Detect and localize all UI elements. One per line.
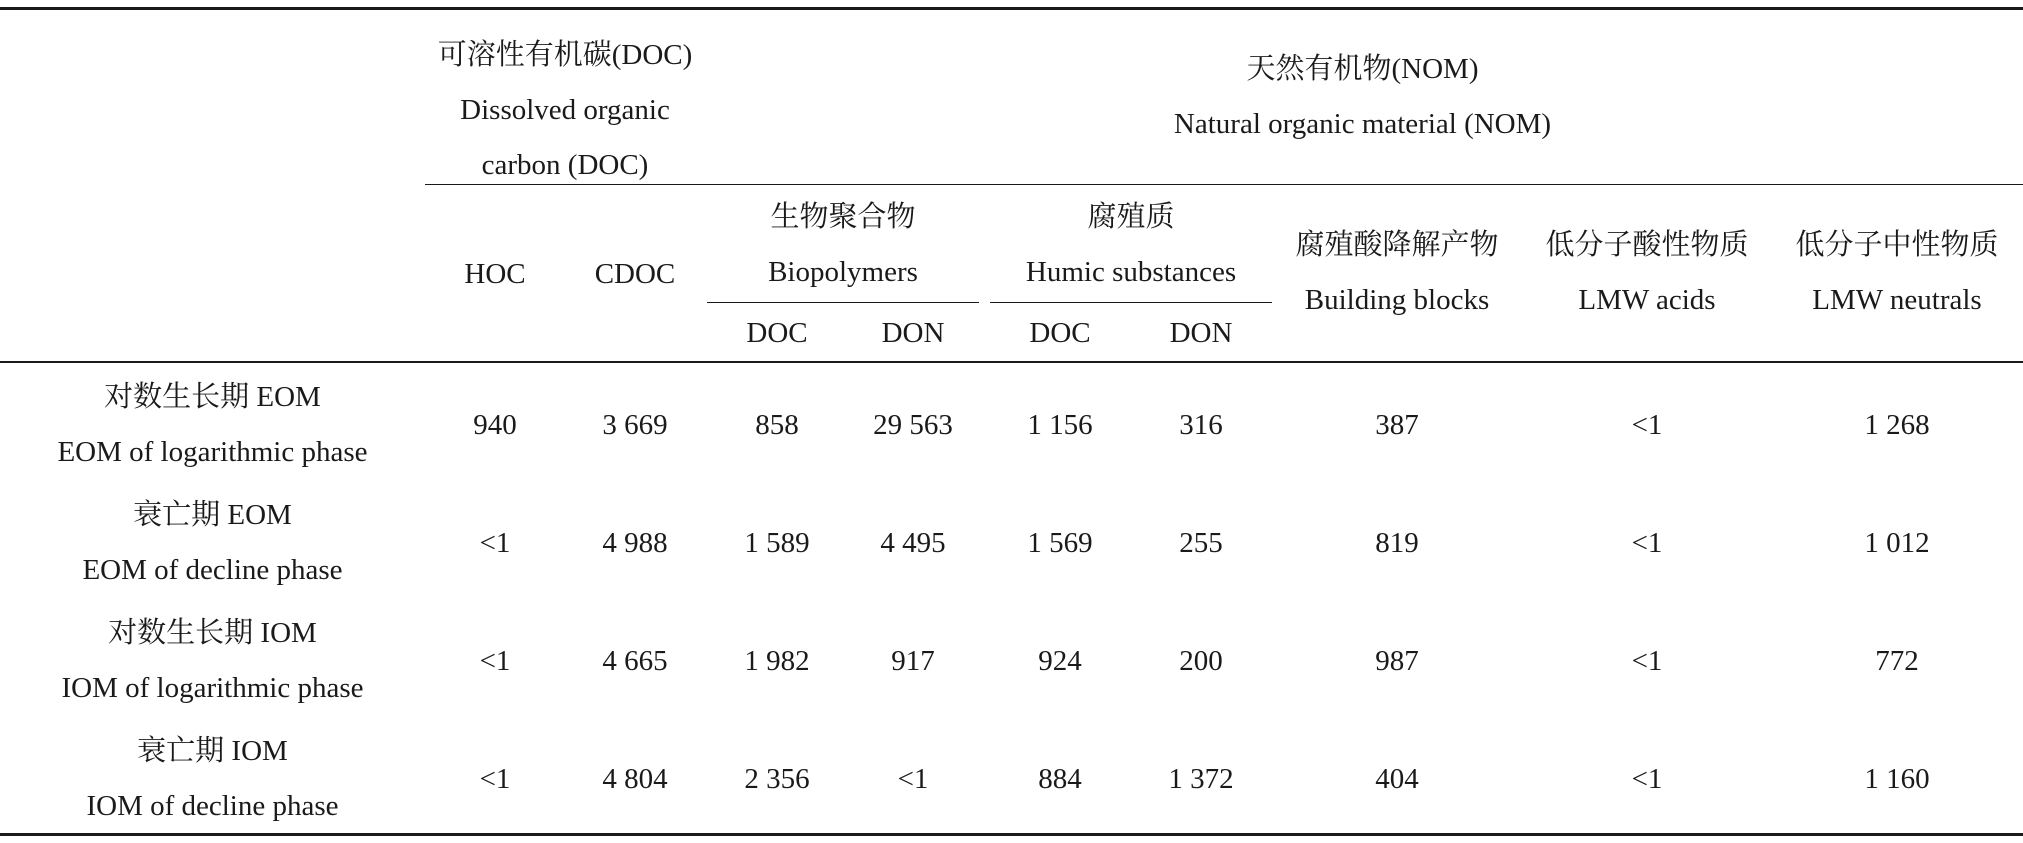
cell-hoc: <1 bbox=[479, 762, 511, 795]
cell-lmw-neutrals: 772 bbox=[1875, 644, 1919, 677]
col-header-hoc: HOC bbox=[464, 257, 526, 290]
cell-cdoc: 4 988 bbox=[602, 526, 668, 559]
row-label-en: EOM of decline phase bbox=[82, 554, 343, 586]
building-blocks-zh: 腐殖酸降解产物 bbox=[1295, 229, 1499, 261]
biopolymers-en: Biopolymers bbox=[768, 256, 918, 288]
biopolymers-zh: 生物聚合物 bbox=[770, 201, 916, 233]
cell-lmw-acids: <1 bbox=[1631, 408, 1663, 441]
col-header-humic bbox=[990, 190, 1272, 300]
cell-lmw-acids: <1 bbox=[1631, 762, 1663, 795]
cell-humic-don: 316 bbox=[1179, 408, 1223, 441]
cell-lmw-neutrals: 1 268 bbox=[1864, 408, 1930, 441]
cell-building-blocks: 387 bbox=[1375, 408, 1419, 441]
cell-hoc: 940 bbox=[473, 408, 517, 441]
cell-humic-don: 1 372 bbox=[1168, 762, 1234, 795]
col-header-biopolymers bbox=[707, 190, 979, 300]
lmw-acids-en: LMW acids bbox=[1578, 284, 1716, 316]
col-header-lmw-neutrals bbox=[1772, 218, 2022, 328]
doc-group-line-2: Dissolved organic bbox=[460, 94, 670, 126]
top-rule bbox=[0, 7, 2023, 10]
col-header-humic-don: DON bbox=[1169, 316, 1233, 349]
row-label bbox=[0, 370, 425, 480]
nom-group-header bbox=[990, 42, 1735, 152]
row-label bbox=[0, 724, 425, 834]
cell-building-blocks: 404 bbox=[1375, 762, 1419, 795]
cell-humic-doc: 924 bbox=[1038, 644, 1082, 677]
humic-en: Humic substances bbox=[1025, 256, 1237, 288]
humic-zh: 腐殖质 bbox=[1087, 201, 1175, 233]
cell-humic-don: 255 bbox=[1179, 526, 1223, 559]
cell-lmw-neutrals: 1 160 bbox=[1864, 762, 1930, 795]
building-blocks-en: Building blocks bbox=[1304, 284, 1490, 316]
cell-cdoc: 3 669 bbox=[602, 408, 668, 441]
cell-biopolymers-doc: 1 589 bbox=[744, 526, 810, 559]
cell-biopolymers-doc: 2 356 bbox=[744, 762, 810, 795]
cell-biopolymers-don: 4 495 bbox=[880, 526, 946, 559]
row-label-en: IOM of decline phase bbox=[86, 790, 339, 822]
cell-hoc: <1 bbox=[479, 644, 511, 677]
cell-building-blocks: 987 bbox=[1375, 644, 1419, 677]
cell-humic-doc: 1 156 bbox=[1027, 408, 1093, 441]
row-label-en: EOM of logarithmic phase bbox=[57, 436, 368, 468]
humic-underline bbox=[990, 302, 1272, 303]
row-label bbox=[0, 606, 425, 716]
cell-lmw-acids: <1 bbox=[1631, 526, 1663, 559]
cell-humic-doc: 1 569 bbox=[1027, 526, 1093, 559]
cell-cdoc: 4 665 bbox=[602, 644, 668, 677]
nom-group-line-2: Natural organic material (NOM) bbox=[1173, 108, 1552, 140]
col-header-humic-doc: DOC bbox=[1029, 316, 1091, 349]
cell-biopolymers-don: 29 563 bbox=[873, 408, 953, 441]
lmw-neutrals-en: LMW neutrals bbox=[1812, 284, 1982, 316]
header-bottom-rule bbox=[0, 361, 2023, 363]
col-header-cdoc: CDOC bbox=[594, 257, 676, 290]
col-header-biopolymers-don: DON bbox=[881, 316, 945, 349]
lmw-neutrals-zh: 低分子中性物质 bbox=[1795, 229, 1999, 261]
cell-humic-don: 200 bbox=[1179, 644, 1223, 677]
doc-group-line-3: carbon (DOC) bbox=[481, 149, 649, 181]
cell-cdoc: 4 804 bbox=[602, 762, 668, 795]
lmw-acids-zh: 低分子酸性物质 bbox=[1545, 229, 1749, 261]
doc-group-header bbox=[420, 28, 710, 193]
biopolymers-underline bbox=[707, 302, 979, 303]
nom-group-line-1: 天然有机物(NOM) bbox=[1246, 53, 1479, 85]
cell-lmw-neutrals: 1 012 bbox=[1864, 526, 1930, 559]
col-header-building-blocks bbox=[1272, 218, 1522, 328]
cell-lmw-acids: <1 bbox=[1631, 644, 1663, 677]
cell-biopolymers-doc: 1 982 bbox=[744, 644, 810, 677]
cell-humic-doc: 884 bbox=[1038, 762, 1082, 795]
col-header-lmw-acids bbox=[1522, 218, 1772, 328]
row-label-zh: 对数生长期 EOM bbox=[104, 381, 321, 413]
cell-biopolymers-doc: 858 bbox=[755, 408, 799, 441]
cell-biopolymers-don: 917 bbox=[891, 644, 935, 677]
row-label bbox=[0, 488, 425, 598]
cell-hoc: <1 bbox=[479, 526, 511, 559]
row-label-zh: 衰亡期 IOM bbox=[137, 735, 288, 767]
cell-biopolymers-don: <1 bbox=[897, 762, 929, 795]
row-label-zh: 衰亡期 EOM bbox=[133, 499, 292, 531]
doc-group-line-1: 可溶性有机碳(DOC) bbox=[437, 39, 693, 71]
col-header-biopolymers-doc: DOC bbox=[746, 316, 808, 349]
row-label-en: IOM of logarithmic phase bbox=[61, 672, 364, 704]
row-label-zh: 对数生长期 IOM bbox=[108, 617, 317, 649]
cell-building-blocks: 819 bbox=[1375, 526, 1419, 559]
